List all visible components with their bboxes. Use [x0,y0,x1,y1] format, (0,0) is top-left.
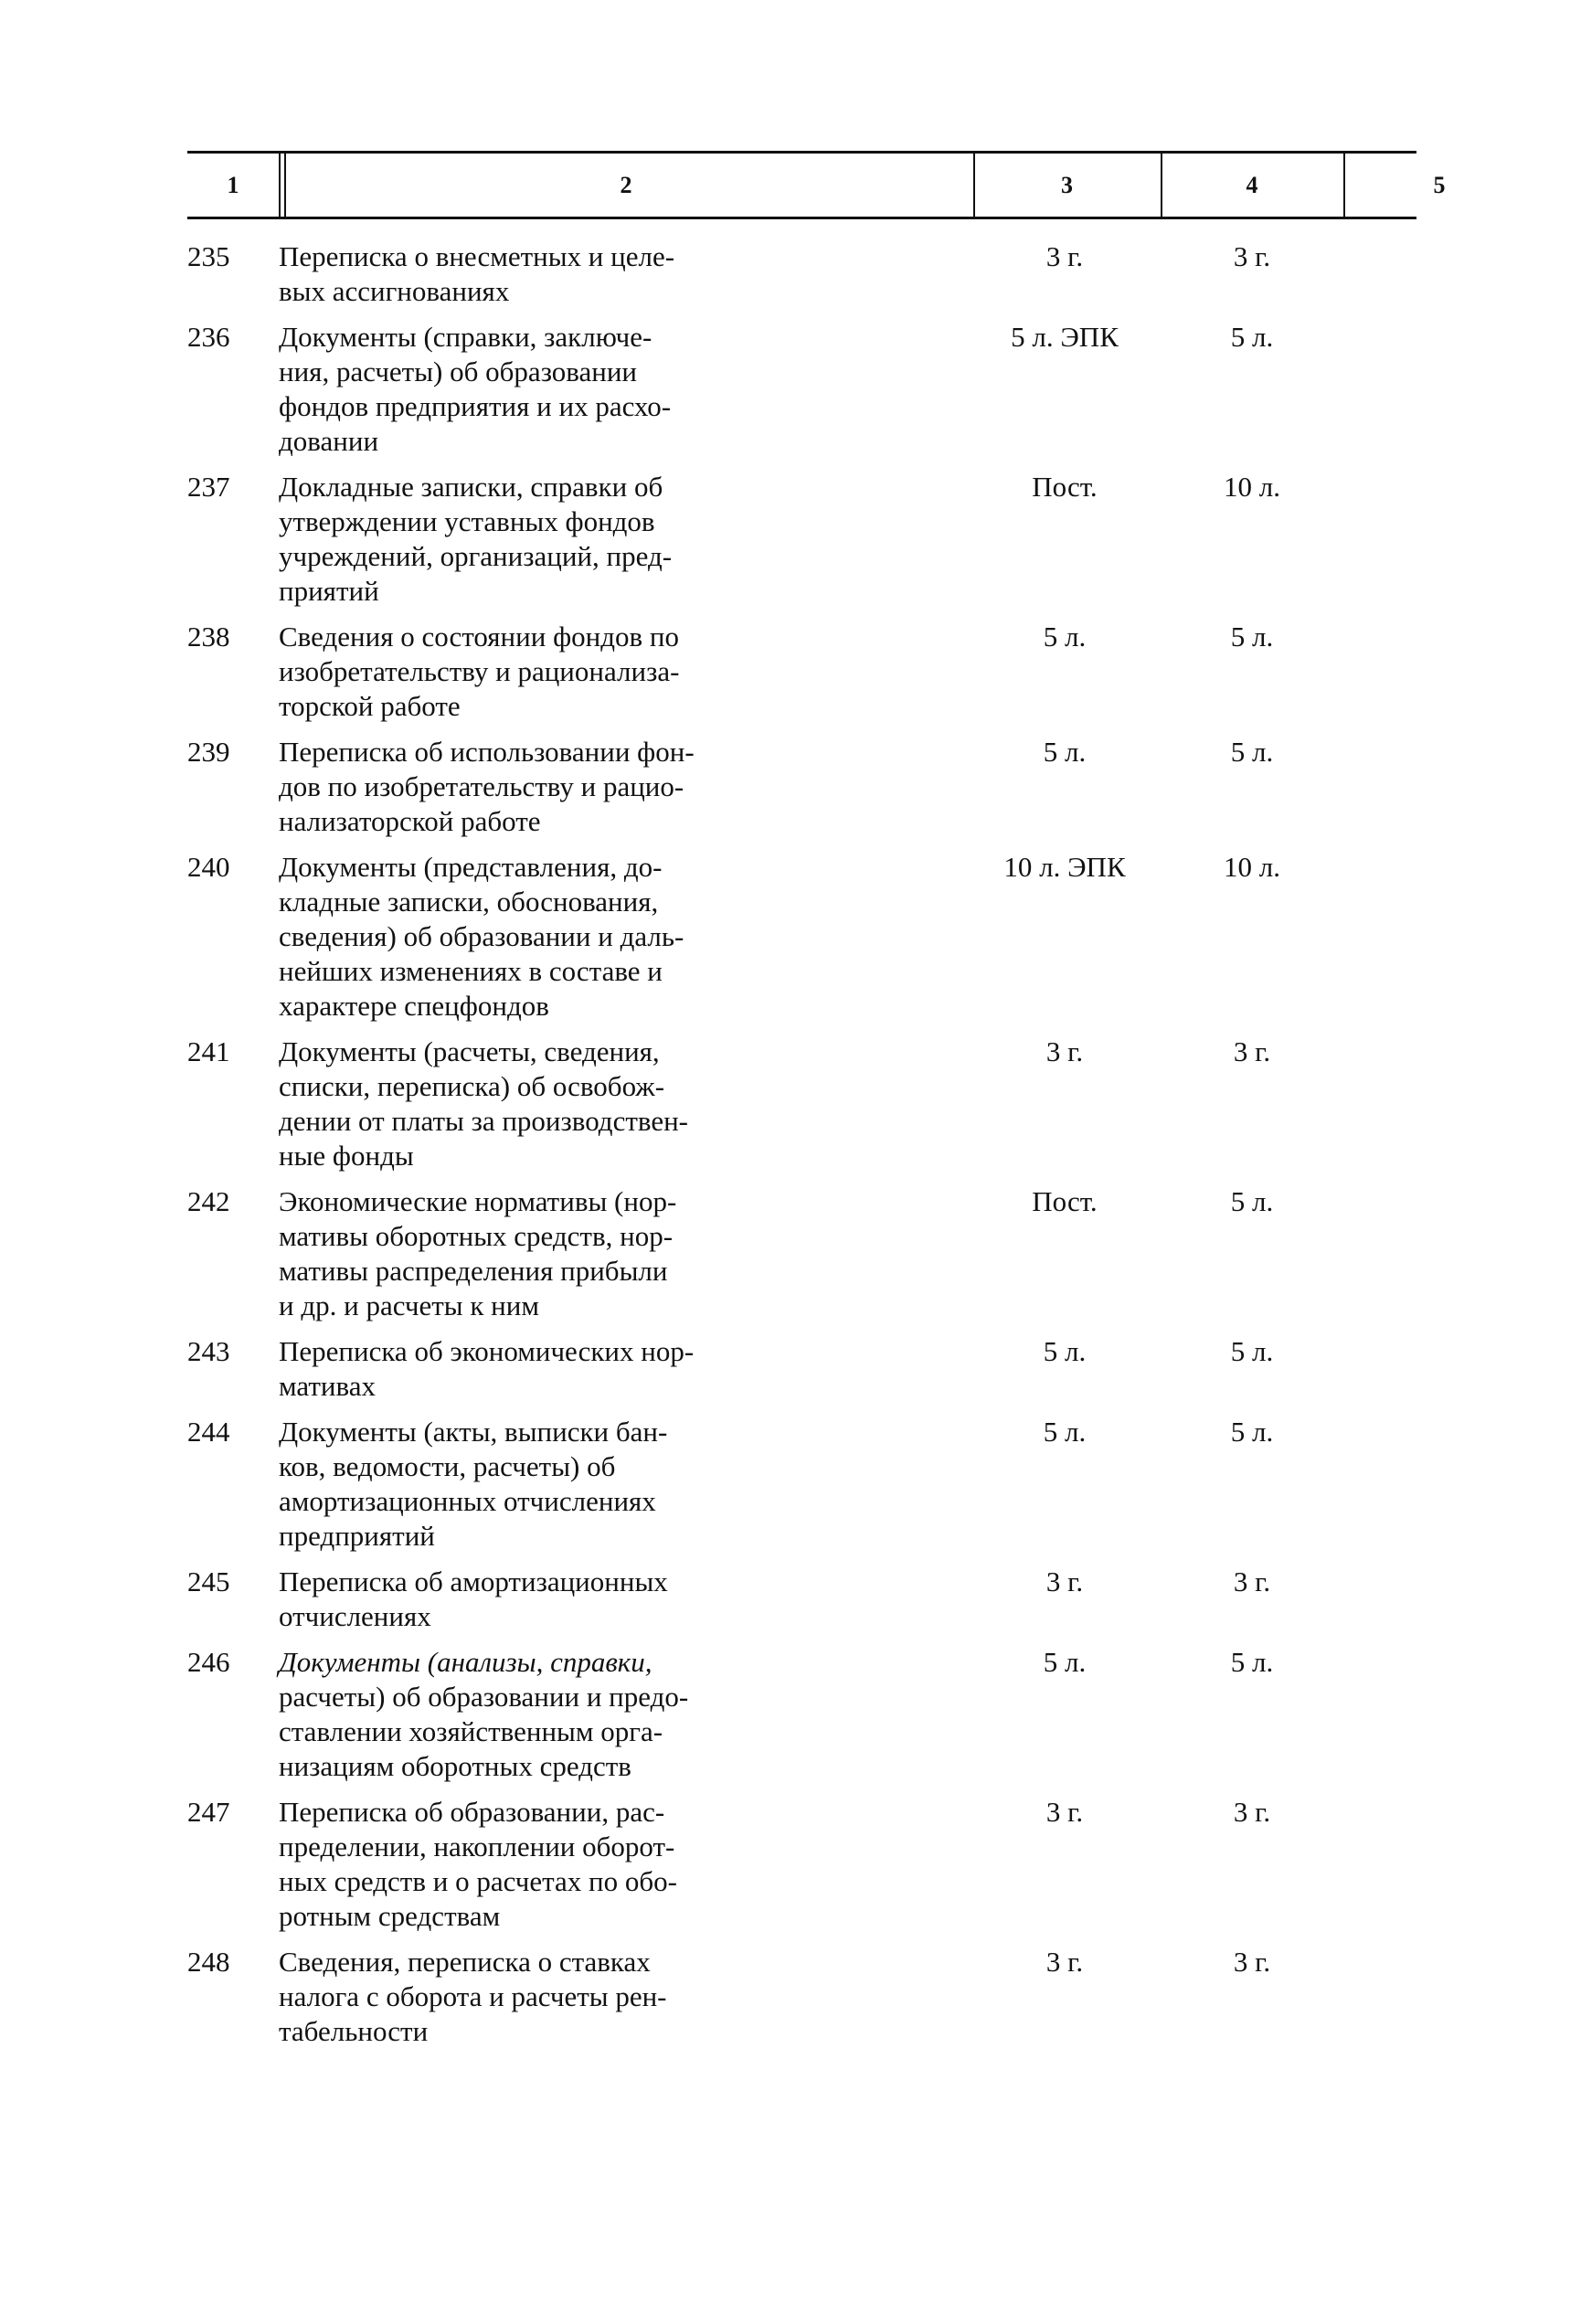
table-row [187,470,1416,609]
description-line: предприятий [279,1520,435,1552]
table-row [187,1945,1416,2049]
description-line: Сведения о состоянии фондов по [279,621,679,653]
row-number: 243 [187,1335,230,1367]
description-line: Экономические нормативы (нор- [279,1185,677,1217]
description-line: характере спецфондов [279,990,549,1022]
table-row [187,1415,1416,1554]
row-number: 247 [187,1796,230,1828]
retention-term-col4: 3 г. [1233,1946,1271,1978]
row-description [279,1184,790,1323]
retention-term-col4: 3 г. [1233,1035,1271,1067]
description-line: учреждений, организаций, пред- [279,540,673,572]
row-number: 240 [187,851,230,883]
header-divider [1161,154,1162,217]
description-line: нализаторской работе [279,805,541,837]
description-line: амортизационных отчислениях [279,1485,656,1517]
header-col-1: 1 [227,171,239,198]
description-line: Документы (анализы, справки, [279,1646,652,1678]
description-line: вых ассигнованиях [279,275,510,307]
row-description [279,1565,790,1634]
table-row [187,620,1416,724]
header-col-5: 5 [1433,171,1446,198]
description-line: налога с оборота и расчеты рен- [279,1980,667,2012]
table-header [187,151,1446,219]
row-description [279,735,790,839]
row-description [279,470,790,609]
table-row [187,735,1416,839]
row-description [279,1415,790,1554]
row-number: 239 [187,736,230,768]
table-row [187,1334,1416,1404]
description-line: ных средств и о расчетах по обо- [279,1865,677,1897]
description-line: мативы оборотных средств, нор- [279,1220,674,1252]
description-line: торской работе [279,690,461,722]
description-line: мативах [279,1370,376,1402]
retention-term-col3: 5 л. [1043,1335,1087,1367]
table-row [187,1795,1416,1934]
retention-term-col4: 10 л. [1224,471,1280,503]
description-line: нейших изменениях в составе и [279,955,663,987]
description-line: дении от платы за производствен- [279,1105,689,1137]
header-divider [1343,154,1345,217]
row-description [279,239,790,309]
description-line: фондов предприятия и их расхо- [279,390,672,422]
description-line: Сведения, переписка о ставках [279,1946,651,1978]
retention-term-col3: 5 л. ЭПК [1011,321,1119,353]
retention-term-col4: 3 г. [1233,240,1271,272]
description-line: сведения) об образовании и даль- [279,920,684,952]
header-col-3: 3 [1061,171,1073,198]
description-line: довании [279,425,379,457]
row-number: 241 [187,1035,230,1067]
row-description [279,1035,790,1173]
row-description [279,850,790,1024]
retention-term-col4: 5 л. [1230,321,1274,353]
header-divider [973,154,975,217]
retention-term-col4: 5 л. [1230,621,1274,653]
description-line: ные фонды [279,1140,414,1172]
description-line: Переписка о внесметных и целе- [279,240,675,272]
description-line: ков, ведомости, расчеты) об [279,1450,616,1482]
description-line: приятий [279,575,379,607]
description-line: Документы (расчеты, сведения, [279,1035,660,1067]
retention-term-col3: 10 л. ЭПК [1003,851,1126,883]
row-number: 248 [187,1946,230,1978]
table-row [187,239,1416,309]
description-line: Переписка об экономических нор- [279,1335,695,1367]
retention-term-col4: 5 л. [1230,1646,1274,1678]
table-body [187,239,1416,2060]
retention-term-col4: 5 л. [1230,1185,1274,1217]
description-line: изобретательству и рационализа- [279,655,680,687]
table-row [187,320,1416,459]
table-row [187,850,1416,1024]
row-number: 244 [187,1416,230,1448]
description-line: Переписка об использовании фон- [279,736,695,768]
table-row [187,1035,1416,1173]
description-line: расчеты) об образовании и предо- [279,1681,689,1713]
description-line: Документы (акты, выписки бан- [279,1416,668,1448]
row-number: 246 [187,1646,230,1678]
row-description [279,620,790,724]
retention-term-col4: 10 л. [1224,851,1280,883]
table-row [187,1645,1416,1784]
description-line: Документы (справки, заключе- [279,321,652,353]
row-number: 242 [187,1185,230,1217]
retention-term-col3: 3 г. [1045,1796,1084,1828]
row-description [279,1334,790,1404]
header-col-4: 4 [1246,171,1258,198]
retention-term-col3: Пост. [1032,1185,1098,1217]
description-line: Докладные записки, справки об [279,471,663,503]
row-number: 236 [187,321,230,353]
description-line: отчислениях [279,1600,431,1632]
retention-term-col4: 3 г. [1233,1565,1271,1597]
row-number: 238 [187,621,230,653]
row-description [279,1945,790,2049]
table-row [187,1565,1416,1634]
row-description [279,1645,790,1784]
description-line: дов по изобретательству и рацио- [279,770,684,802]
description-line: Переписка об амортизационных [279,1565,668,1597]
row-number: 237 [187,471,230,503]
retention-term-col4: 5 л. [1230,1335,1274,1367]
description-line: Переписка об образовании, рас- [279,1796,665,1828]
header-divider [284,154,286,217]
retention-term-col3: 3 г. [1045,1035,1084,1067]
retention-term-col4: 5 л. [1230,736,1274,768]
retention-term-col3: 3 г. [1045,1565,1084,1597]
description-line: ния, расчеты) об образовании [279,355,638,387]
description-line: низациям оборотных средств [279,1750,631,1782]
row-description [279,320,790,459]
description-line: ставлении хозяйственным орга- [279,1715,663,1747]
retention-term-col4: 5 л. [1230,1416,1274,1448]
description-line: пределении, накоплении оборот- [279,1831,675,1862]
header-divider [279,154,281,217]
table-row [187,1184,1416,1323]
retention-term-col3: 5 л. [1043,1646,1087,1678]
row-description [279,1795,790,1934]
description-line: списки, переписка) об освобож- [279,1070,665,1102]
retention-term-col3: 3 г. [1045,240,1084,272]
retention-term-col3: 5 л. [1043,1416,1087,1448]
retention-term-col3: Пост. [1032,471,1098,503]
description-line: табельности [279,2015,429,2047]
retention-term-col3: 5 л. [1043,736,1087,768]
description-line: кладные записки, обоснования, [279,886,659,918]
retention-term-col4: 3 г. [1233,1796,1271,1828]
row-number: 235 [187,240,230,272]
description-line: ротным средствам [279,1900,501,1932]
description-line: мативы распределения прибыли [279,1255,668,1287]
retention-term-col3: 5 л. [1043,621,1087,653]
description-line: и др. и расчеты к ним [279,1289,539,1321]
header-col-2: 2 [620,171,632,198]
row-number: 245 [187,1565,230,1597]
description-line: Документы (представления, до- [279,851,663,883]
description-line: утверждении уставных фондов [279,505,655,537]
retention-term-col3: 3 г. [1045,1946,1084,1978]
